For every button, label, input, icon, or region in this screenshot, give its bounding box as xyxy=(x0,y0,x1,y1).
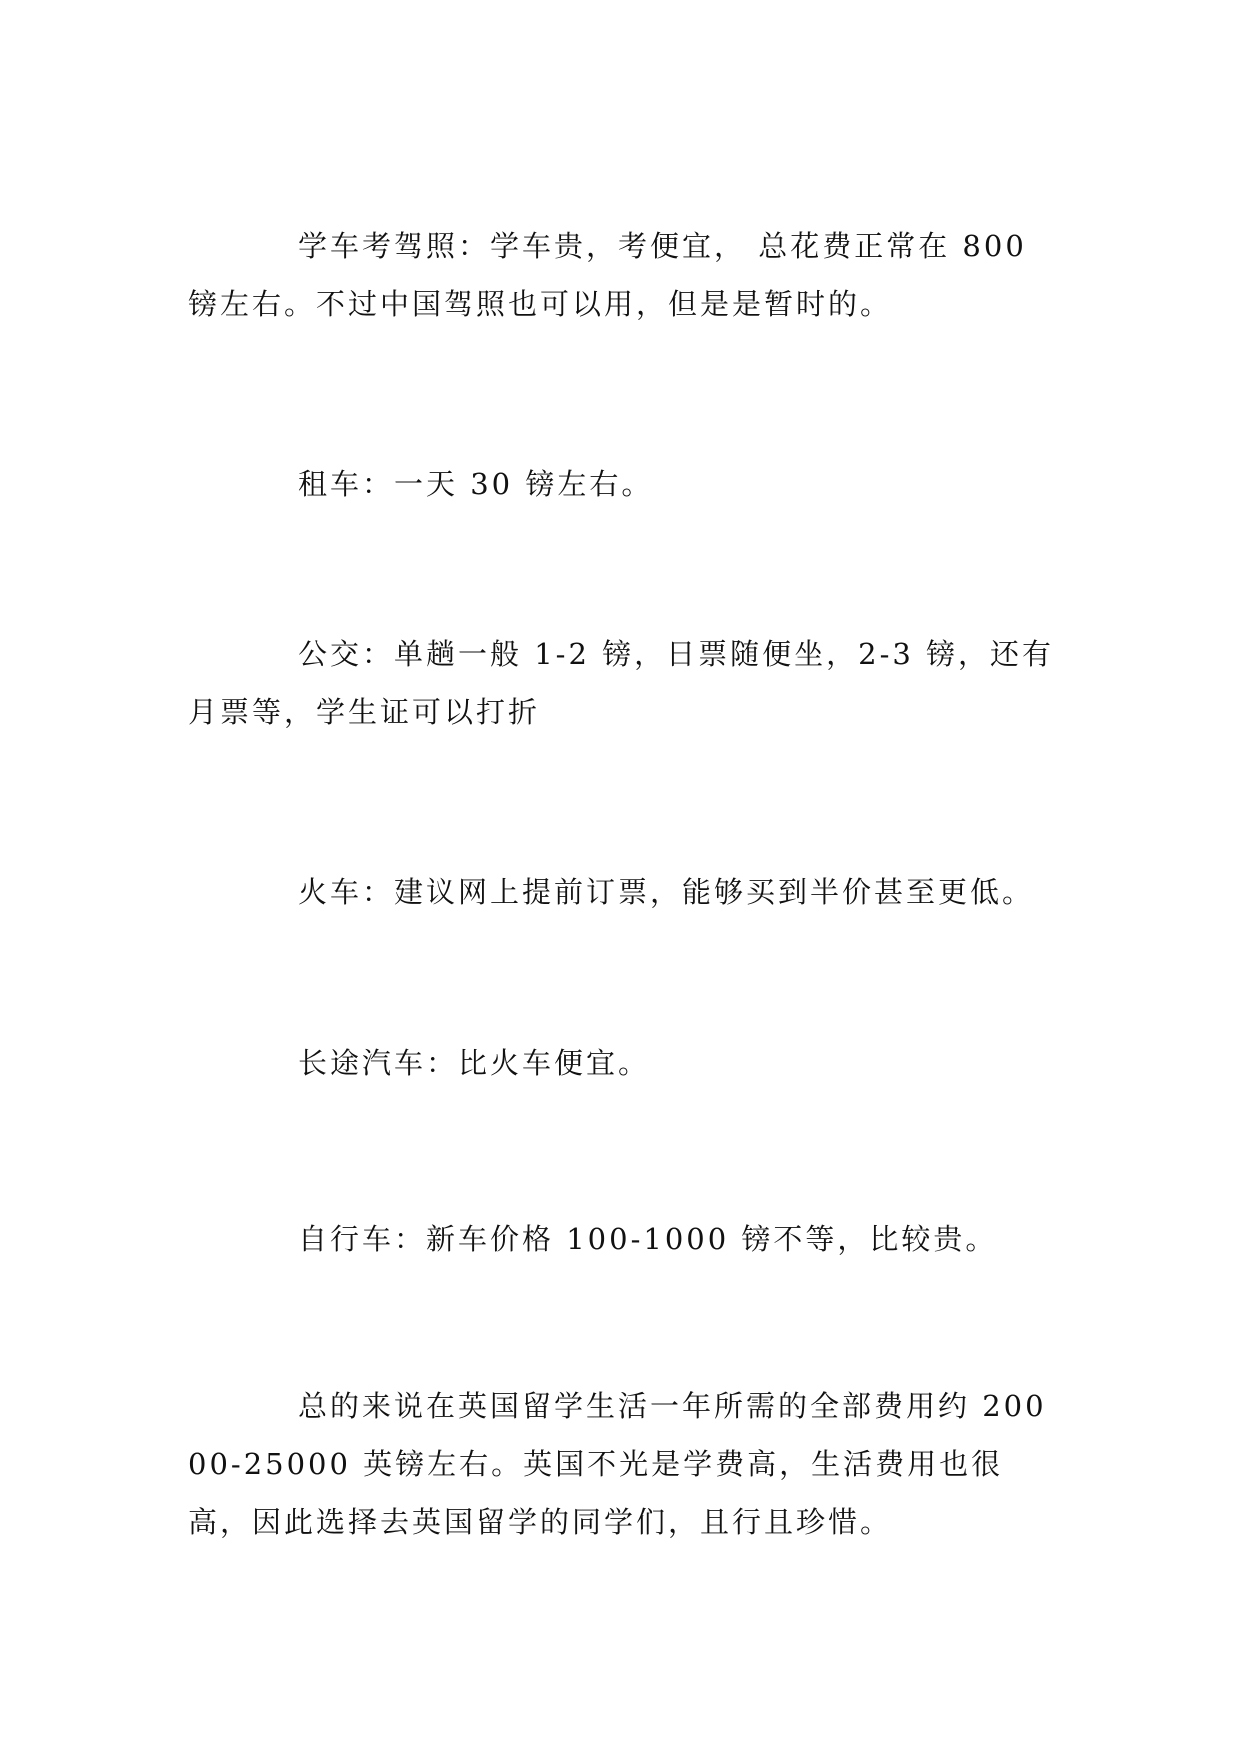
paragraph-driving-license: 学车考驾照：学车贵，考便宜， 总花费正常在 800 镑左右。不过中国驾照也可以用，但是是暂时的。 xyxy=(188,229,1027,321)
paragraph-train: 火车：建议网上提前订票，能够买到半价甚至更低。 xyxy=(298,875,1035,909)
paragraph-bus: 公交：单趟一般 1-2 镑，日票随便坐，2-3 镑，还有月票等，学生证可以打折 xyxy=(188,637,1055,729)
paragraph-car-rental: 租车：一天 30 镑左右。 xyxy=(298,467,654,501)
paragraph-coach: 长途汽车：比火车便宜。 xyxy=(298,1046,651,1080)
paragraph-summary: 总的来说在英国留学生活一年所需的全部费用约 20000-25000 英镑左右。英国不光是学费高，生活费用也很高，因此选择去英国留学的同学们，且行且珍惜。 xyxy=(188,1389,1047,1539)
paragraph-bicycle: 自行车：新车价格 100-1000 镑不等，比较贵。 xyxy=(298,1222,998,1256)
